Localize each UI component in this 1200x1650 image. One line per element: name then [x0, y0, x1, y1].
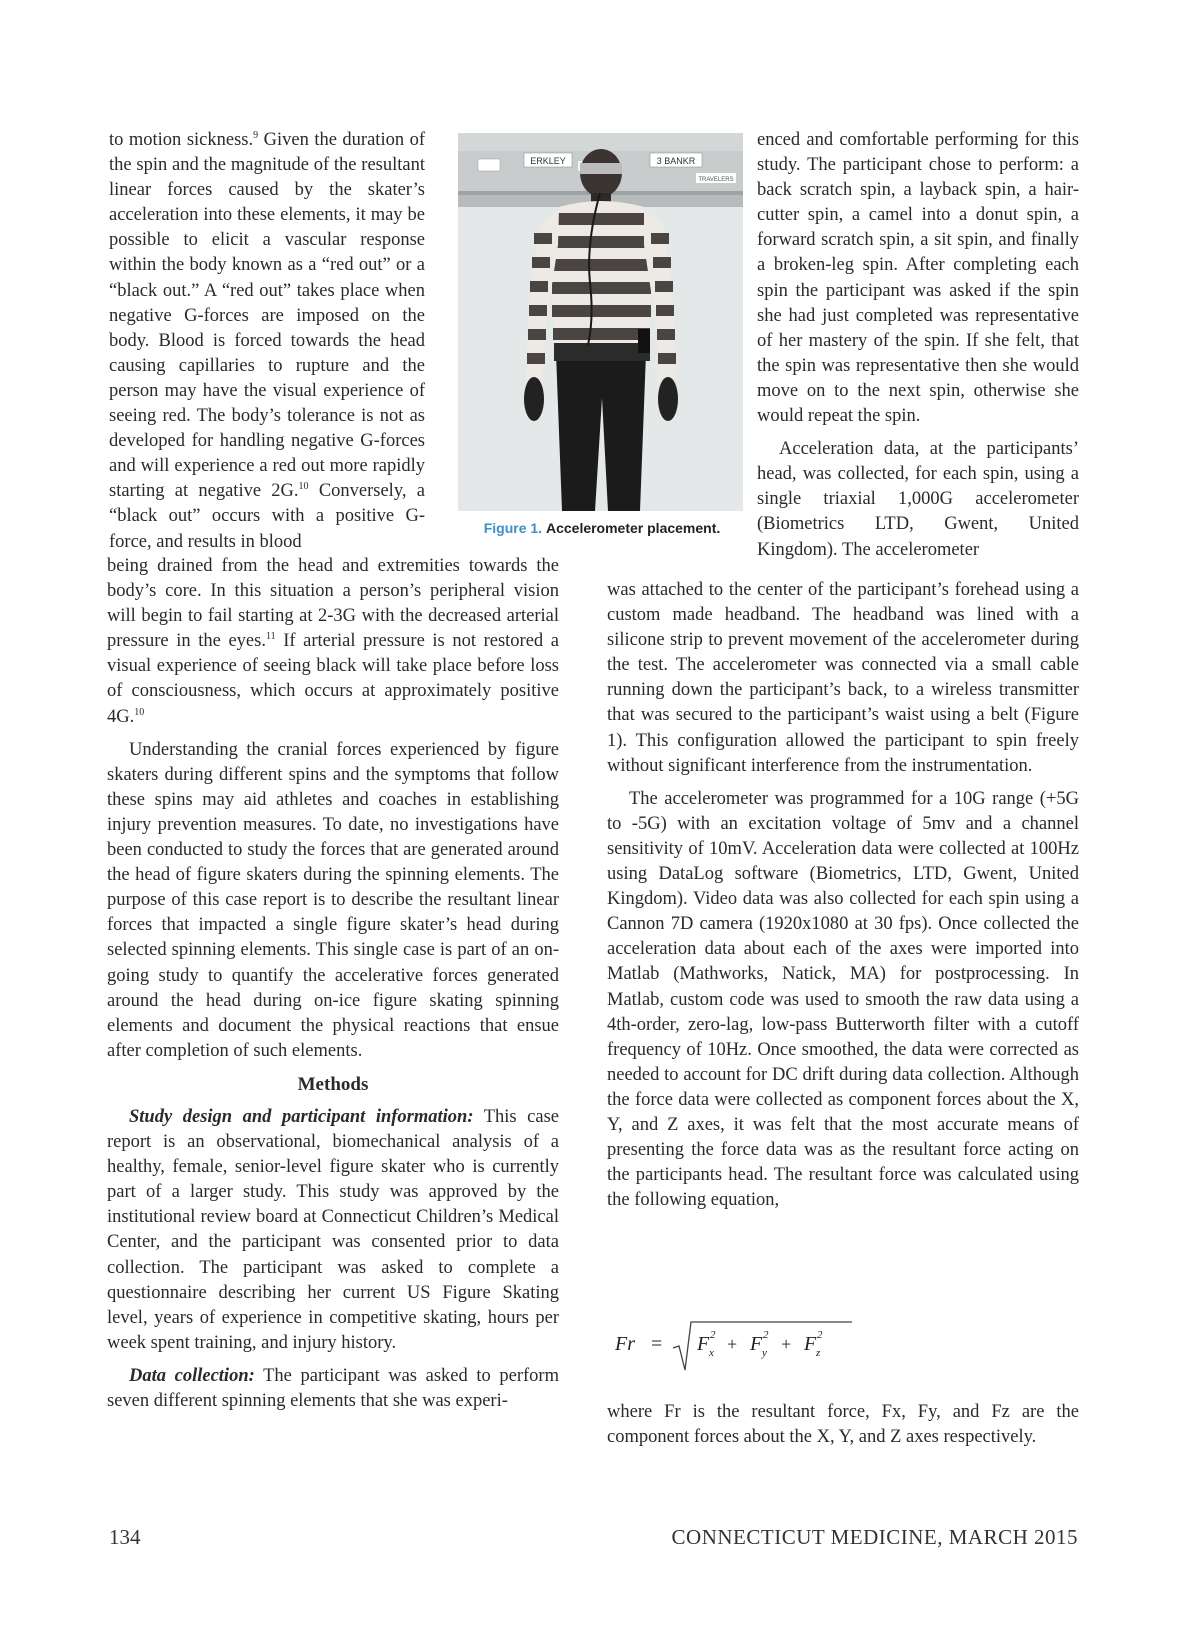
- paragraph: where Fr is the resultant force, Fx, Fy, and Fz are the component forces about the X, Y, and Z axes respectively.: [607, 1402, 1079, 1448]
- paragraph: Study design and participant information: This case report is an observational, biomechanical analysis of a healthy, female, senior-level figure skater who is currently part of a larger study. This study was approved by the institutional review board at Connecticut Children’s Medical Center, and the participant was consented prior to data collection. The participant was asked to complete a questionnaire describing her current US Figure Skating level, years of experience in competitive skating, hours per week spent training, and injury history.: [107, 1106, 559, 1353]
- run-in-heading: Study design and participant information:: [129, 1106, 474, 1127]
- eq-equals: =: [651, 1333, 663, 1355]
- section-heading: Methods: [297, 1073, 369, 1095]
- eq-sub-y: y: [762, 1347, 767, 1359]
- eq-plus: +: [727, 1334, 738, 1354]
- eq-fx: F: [697, 1333, 710, 1355]
- page-number: 134: [109, 1525, 141, 1549]
- paragraph: Data collection: The participant was asked to perform seven different spinning elements that she was experi-: [107, 1365, 559, 1411]
- paragraph: being drained from the head and extremities towards the body’s core. In this situation a person’s peripheral vision will begin to fail starting at 2-3G with the decreased arterial pressure in the eyes.$^{11}$ If arterial pressure is not restored a visual experience of seeing black will take place before loss of consciousness, which occurs at approximately positive 4G.$^{10}$: [107, 556, 559, 727]
- right-column-text: [607, 578, 1079, 1213]
- figure-photo: [458, 133, 743, 511]
- rink-sign-text: TRAVELERS: [698, 177, 734, 183]
- right-column-closing: [607, 1400, 1079, 1450]
- eq-sq-x: 2: [710, 1329, 716, 1341]
- eq-fy: F: [750, 1333, 763, 1355]
- paragraph: enced and comfortable performing for this study. The participant chose to perform: a back scratch spin, a layback spin, a hair-cutter spin, a camel into a donut spin, a forward scratch spin, a sit spin, and finally a broken-leg spin. After completing each spin the participant was asked if the spin she had just completed was representative of her mastery of the spin. If she felt, that the spin was representative then she would move on to the next spin, otherwise she would repeat the spin.: [757, 130, 1079, 427]
- left-column-text: [107, 554, 559, 1414]
- figure-label: Figure 1.: [483, 520, 543, 536]
- figure-caption-text: Accelerometer placement.: [545, 520, 721, 536]
- run-in-heading: Data collection:: [129, 1365, 255, 1386]
- paragraph: to motion sickness.$^9$ Given the duration of the spin and the magnitude of the resultant linear forces caused by the skater’s acceleration into these elements, it may be possible to elicit a vascular response within the body known as a “red out” or a “black out.” A “red out” takes place when negative G-forces are imposed on the body. Blood is forced towards the head causing capillaries to rupture and the person may have the visual experience of seeing red. The body’s tolerance is not as developed for handling negative G-forces and will experience a red out more rapidly starting at negative 2G.$^{10}$ Conversely, a “black out” occurs with a positive G-force, and results in blood: [109, 129, 425, 552]
- equation-graphic: [615, 1318, 855, 1378]
- paragraph: Acceleration data, at the participants’ head, was collected, for each spin, using a single triaxial 1,000G accelerometer (Biometrics LTD, Gwent, United Kingdom). The accelerometer: [757, 439, 1079, 560]
- rink-sign-text: 3 BANKR: [656, 156, 696, 166]
- eq-fz: F: [804, 1333, 817, 1355]
- skater-photo-illustration: [458, 133, 743, 511]
- resultant-force-equation: [615, 1318, 855, 1378]
- journal-footer: CONNECTICUT MEDICINE, MARCH 2015: [671, 1525, 1078, 1549]
- paragraph: Understanding the cranial forces experienced by figure skaters during different spins and the symptoms that follow these spins may aid athletes and coaches in establishing injury prevention measures. To date, no investigations have been conducted to study the forces that are generated around the head of figure skaters during the spinning elements. The purpose of this case report is to describe the resultant linear forces that impacted a single figure skater’s head during selected spinning elements. This single case is part of an on-going study to quantify the accelerative forces generated around the head during on-ice figure skating spinning elements and document the physical reactions that ensue after completion of such elements.: [107, 739, 559, 1061]
- eq-sq-y: 2: [763, 1329, 769, 1341]
- eq-sq-z: 2: [817, 1329, 823, 1341]
- eq-sub-z: z: [816, 1347, 821, 1359]
- paragraph: was attached to the center of the participant’s forehead using a custom made headband. The headband was lined with a silicone strip to prevent movement of the accelerometer during the test. The accelerometer was connected via a small cable running down the participant’s back, to a wireless transmitter that was secured to the participant’s waist using a belt (Figure 1). This configuration allowed the participant to spin freely without significant interference from the instrumentation.: [607, 580, 1079, 776]
- eq-sub-x: x: [709, 1347, 714, 1359]
- figure-caption: [452, 519, 752, 537]
- rink-sign-text: ERKLEY: [530, 156, 566, 166]
- right-wrap-text: [757, 128, 1079, 563]
- left-wrap-text: [109, 128, 425, 555]
- paragraph: The accelerometer was programmed for a 10G range (+5G to -5G) with an excitation voltage of 5mv and a channel sensitivity of 10mV. Acceleration data were collected at 100Hz using DataLog software (Biometrics, LTD, Gwent, United Kingdom). Video data was also collected for each spin using a Cannon 7D camera (1920x1080 at 30 fps). Once collected the acceleration data about each of the axes were imported into Matlab (Mathworks, Natick, MA) for postprocessing. In Matlab, custom code was used to smooth the raw data using a 4th-order, zero-lag, low-pass Butterworth filter with a cutoff frequency of 10Hz. Once smoothed, the data were corrected as needed to account for DC drift during data collection. Although the force data were collected as component forces about the X, Y, and Z axes, it was felt that the most accurate means of presenting the force data was as the resultant force acting on the participants head. The resultant force was calculated using the following equation,: [607, 788, 1079, 1211]
- eq-lhs: Fr: [615, 1333, 635, 1355]
- eq-plus: +: [781, 1334, 792, 1354]
